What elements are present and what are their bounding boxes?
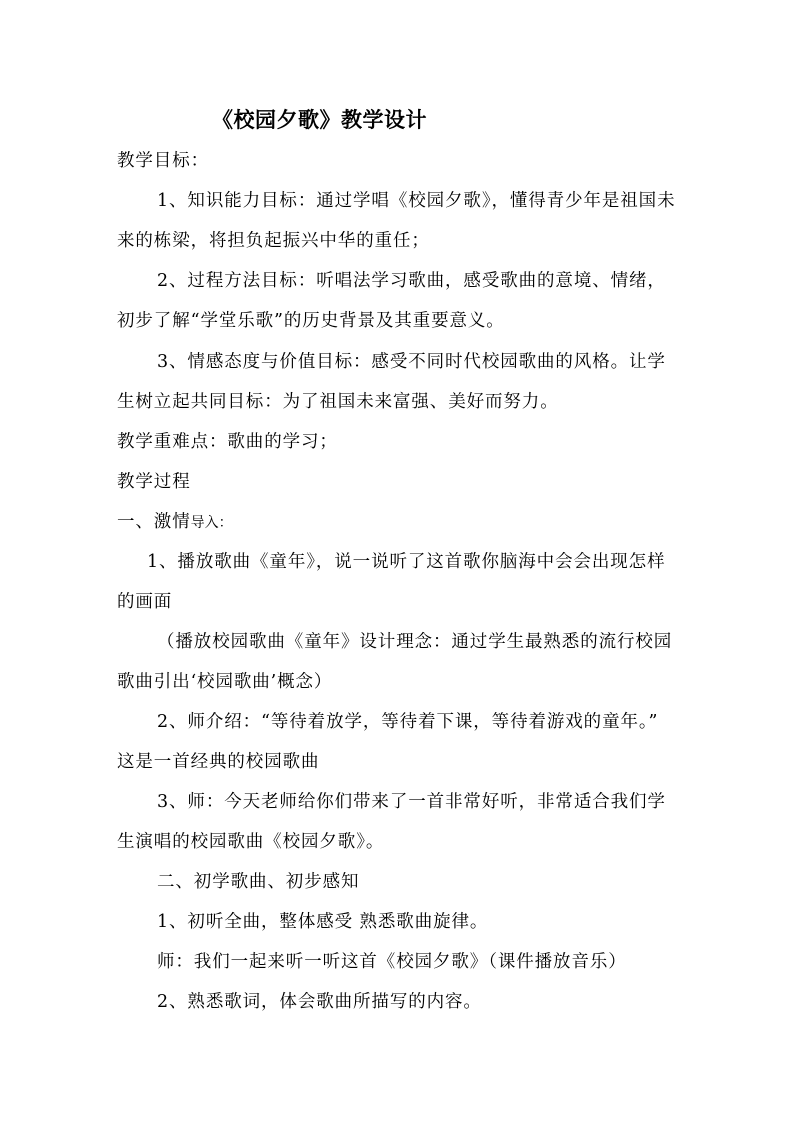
- section-heading-objectives: 教学目标：: [117, 151, 209, 171]
- paragraph-line: 1、知识能力目标：通过学唱《校园夕歌》，懂得青少年是祖国未: [157, 191, 676, 211]
- paragraph-line: 3、情感态度与价值目标：感受不同时代校园歌曲的风格。让学: [157, 352, 666, 372]
- section-heading-process: 教学过程: [117, 472, 191, 492]
- paragraph-line: 歌曲引出‘校园歌曲’概念）: [117, 672, 333, 692]
- paragraph-line: 1、初听全曲，整体感受 熟悉歌曲旋律。: [157, 912, 489, 932]
- paragraph-line: 生演唱的校园歌曲《校园夕歌》。: [117, 832, 385, 852]
- paragraph-line: 初步了解“学堂乐歌”的历史背景及其重要意义。: [117, 311, 505, 331]
- paragraph-line: 1、播放歌曲《童年》，说一说听了这首歌你脑海中会会出现怎样: [147, 552, 666, 572]
- paragraph-line: 这是一首经典的校园歌曲: [117, 752, 320, 772]
- paragraph-line: 3、师：今天老师给你们带来了一首非常好听，非常适合我们学: [157, 792, 666, 812]
- paragraph-line: 2、过程方法目标：听唱法学习歌曲，感受歌曲的意境、情绪，: [157, 271, 666, 291]
- paragraph-line: 生树立起共同目标：为了祖国未来富强、美好而努力。: [117, 392, 559, 412]
- section-heading-intro: [117, 511, 233, 534]
- paragraph-line: 的画面: [117, 592, 173, 612]
- intro-heading-main: 一、激情: [117, 512, 191, 532]
- paragraph-line: （播放校园歌曲《童年》设计理念：通过学生最熟悉的流行校园: [157, 632, 673, 652]
- paragraph-line: 师：我们一起来听一听这首《校园夕歌》（课件播放音乐）: [157, 952, 627, 972]
- intro-heading-small: 导入：: [190, 515, 233, 531]
- paragraph-line: 2、熟悉歌词，体会歌曲所描写的内容。: [157, 992, 482, 1012]
- document-title: 《校园夕歌》教学设计: [212, 107, 427, 132]
- paragraph-line: 来的栋梁，将担负起振兴中华的重任；: [117, 231, 430, 251]
- section-heading-key-points: 教学重难点：歌曲的学习；: [117, 432, 338, 452]
- section-heading-learning: 二、初学歌曲、初步感知: [157, 872, 360, 892]
- paragraph-line: 2、师介绍：“等待着放学，等待着下课，等待着游戏的童年。”: [157, 712, 659, 732]
